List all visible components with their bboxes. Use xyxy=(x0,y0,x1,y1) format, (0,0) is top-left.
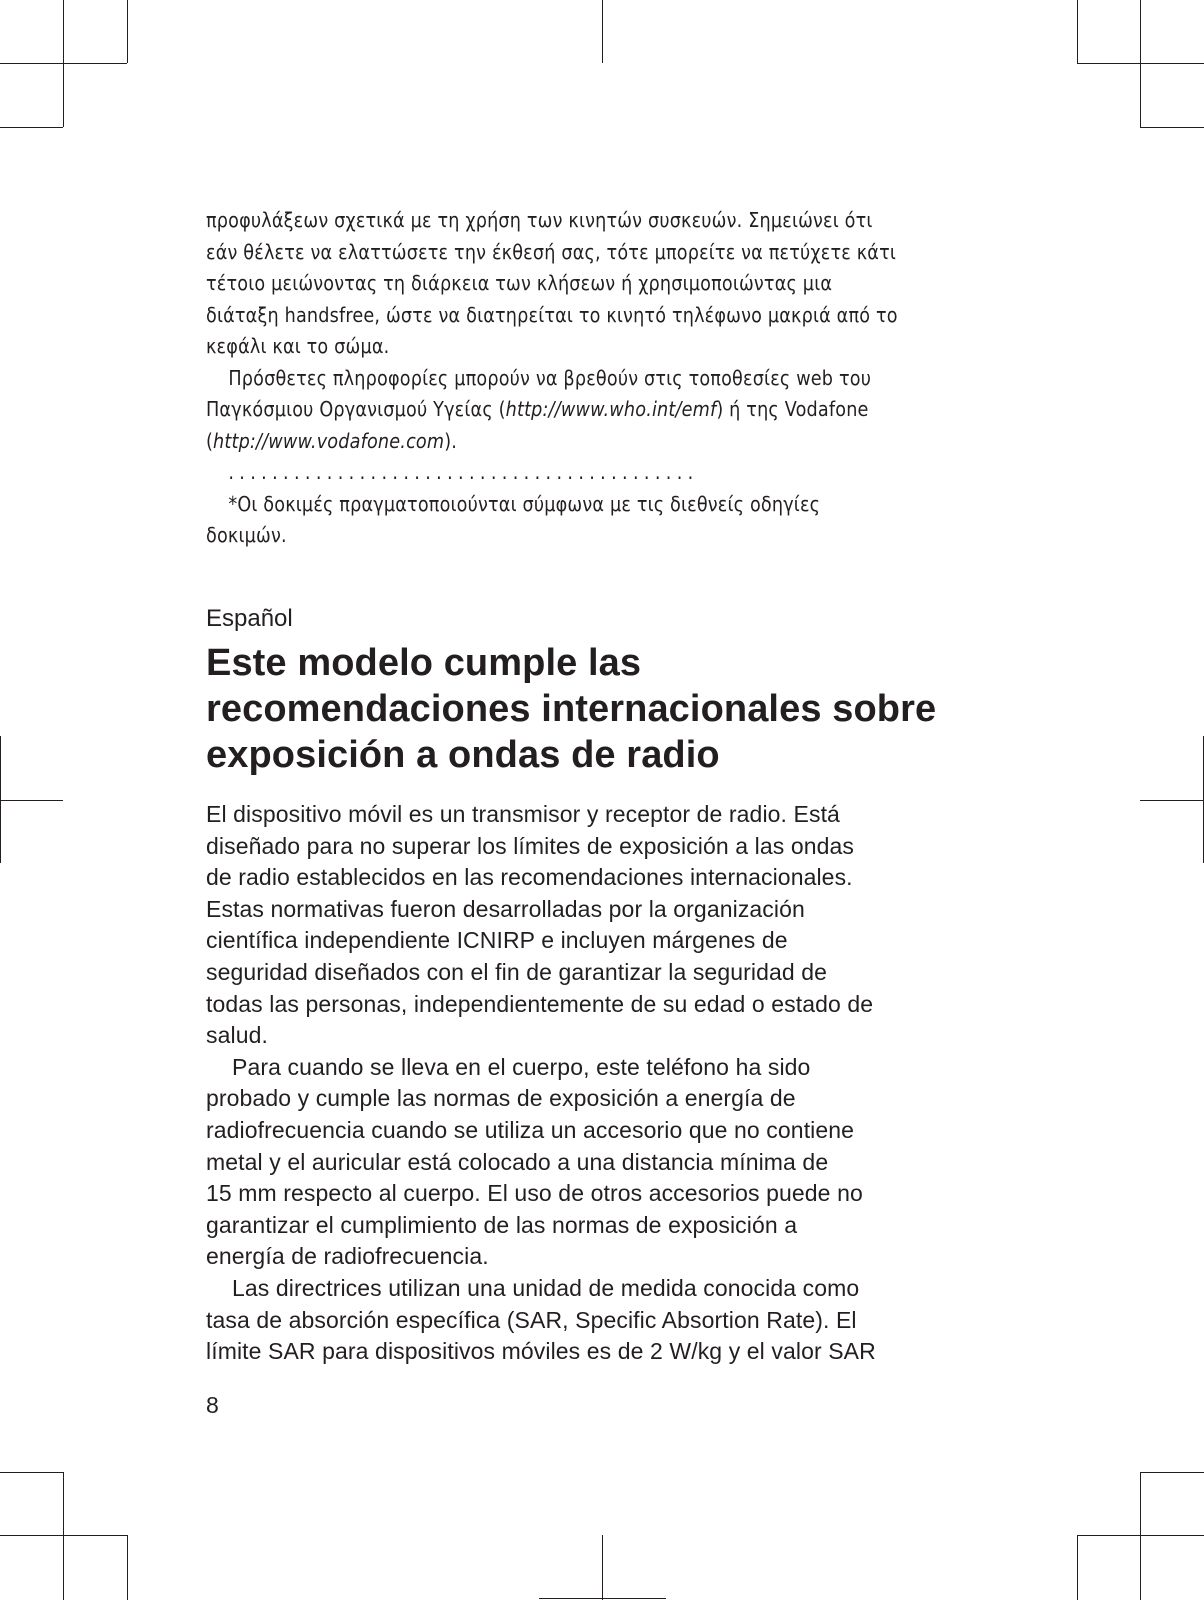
crop-mark xyxy=(1077,63,1204,64)
who-link: http://www.who.int/emf xyxy=(505,397,717,421)
crop-mark xyxy=(127,1535,128,1600)
heading-line: exposición a ondas de radio xyxy=(206,734,720,776)
text-line: todas las personas, independientemente de su edad o estado de xyxy=(206,990,874,1017)
crop-mark xyxy=(1077,1535,1204,1536)
text-fragment: Παγκόσμιου Οργανισμού Υγείας ( xyxy=(206,397,506,421)
text-line: τέτοιο μειώνοντας τη διάρκεια των κλήσεων ή χρησιμοποιώντας μια xyxy=(206,271,833,295)
footnote-line: δοκιμών. xyxy=(206,523,287,547)
crop-mark xyxy=(602,0,603,63)
text-line: seguridad diseñados con el fin de garantizar la seguridad de xyxy=(206,958,828,985)
page-number: 8 xyxy=(206,1392,219,1418)
heading-line: Este modelo cumple las xyxy=(206,642,642,684)
text-fragment: ) ή της Vodafone xyxy=(716,397,869,421)
text-line: energía de radiofrecuencia. xyxy=(206,1243,489,1270)
crop-mark xyxy=(1077,1535,1078,1600)
crop-mark xyxy=(63,1472,64,1600)
dotted-separator: ........................................... xyxy=(228,460,699,484)
text-line: προφυλάξεων σχετικά με τη χρήση των κινητών συσκευών. Σημειώνει ότι xyxy=(206,208,873,232)
text-line: metal y el auricular está colocado a una distancia mínima de xyxy=(206,1148,829,1175)
text-line: Las directrices utilizan una unidad de medida conocida como xyxy=(232,1274,860,1301)
crop-mark xyxy=(0,1535,127,1536)
vodafone-link: http://www.vodafone.com xyxy=(213,428,445,453)
crop-mark xyxy=(1077,0,1078,63)
text-line: El dispositivo móvil es un transmisor y receptor de radio. Está xyxy=(206,801,840,827)
text-line: Estas normativas fueron desarrolladas por la organización xyxy=(206,895,805,922)
text-line: probado y cumple las normas de exposición a energía de xyxy=(206,1085,796,1112)
greek-section xyxy=(206,205,997,552)
crop-mark xyxy=(539,1598,666,1599)
text-line: tasa de absorción específica (SAR, Specific Absortion Rate). El xyxy=(206,1306,857,1333)
body-text xyxy=(206,799,1006,1368)
crop-mark xyxy=(0,63,127,64)
heading-line: recomendaciones internacionales sobre xyxy=(206,688,937,730)
text-line: 15 mm respecto al cuerpo. El uso de otros accesorios puede no xyxy=(206,1180,863,1207)
crop-mark xyxy=(1140,1472,1141,1600)
text-line: εάν θέλετε να ελαττώσετε την έκθεσή σας, τότε μπορείτε να πετύχετε κάτι xyxy=(206,239,897,264)
text-line: Πρόσθετες πληροφορίες μπορούν να βρεθούν στις τοποθεσίες web του xyxy=(228,365,872,390)
text-line: garantizar el cumplimiento de las normas de exposición a xyxy=(206,1211,798,1238)
text-fragment: ( xyxy=(206,428,214,453)
text-line: κεφάλι και το σώμα. xyxy=(206,334,390,358)
crop-mark xyxy=(0,127,63,128)
text-line: radiofrecuencia cuando se utiliza un accesorio que no contiene xyxy=(206,1116,855,1143)
crop-mark xyxy=(602,1535,603,1600)
text-line: Para cuando se lleva en el cuerpo, este teléfono ha sido xyxy=(232,1053,811,1080)
text-line: científica independiente ICNIRP e incluyen márgenes de xyxy=(206,927,788,954)
text-line xyxy=(206,426,997,458)
crop-mark xyxy=(0,1472,63,1473)
section-heading xyxy=(206,640,1006,778)
crop-mark xyxy=(0,800,63,801)
text-line: διάταξη handsfree, ώστε να διατηρείται το κινητό τηλέφωνο μακριά από το xyxy=(206,302,898,327)
text-line xyxy=(206,394,997,426)
text-line: de radio establecidos en las recomendaciones internacionales. xyxy=(206,864,853,891)
crop-mark xyxy=(1140,127,1204,128)
language-label: Español xyxy=(206,605,293,632)
text-line: diseñado para no superar los límites de exposición a las ondas xyxy=(206,832,855,859)
crop-mark xyxy=(127,0,128,63)
text-line: límite SAR para dispositivos móviles es de 2 W/kg y el valor SAR xyxy=(206,1338,876,1365)
crop-mark xyxy=(1140,800,1204,801)
text-fragment: ). xyxy=(444,428,458,453)
footnote-line: *Οι δοκιμές πραγματοποιούνται σύμφωνα με τις διεθνείς οδηγίες xyxy=(228,491,821,516)
text-line: salud. xyxy=(206,1022,268,1049)
crop-mark xyxy=(1140,1472,1204,1473)
